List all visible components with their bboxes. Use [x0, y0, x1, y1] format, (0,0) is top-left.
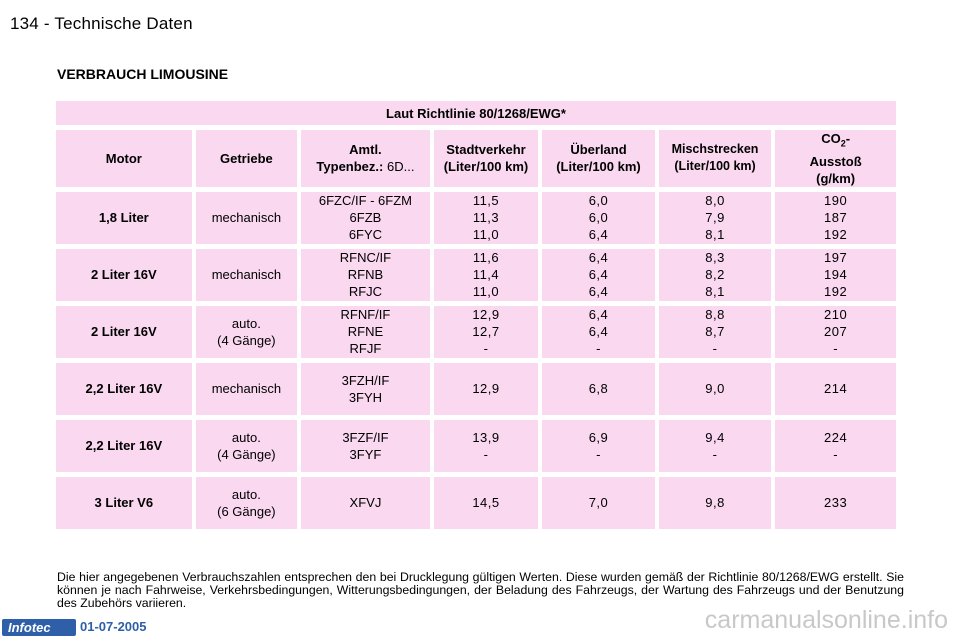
- stadt-line1: Stadtverkehr: [446, 142, 526, 158]
- cell-value: 9,8: [705, 495, 725, 511]
- cell-value: 6,4: [588, 307, 609, 323]
- cell-value: 6,0: [588, 193, 609, 209]
- cell-value: 224: [824, 429, 848, 445]
- cell-co2: [775, 306, 896, 358]
- co2-dash: -: [845, 131, 851, 146]
- col-header-stadtverkehr: [434, 130, 539, 187]
- cell-getriebe: [196, 306, 297, 358]
- cell-value: 6,4: [588, 227, 609, 243]
- header-title: Technische Daten: [54, 14, 193, 33]
- cell-co2: [775, 477, 896, 529]
- infotec-logo: [2, 619, 76, 636]
- cell-value: 207: [824, 324, 848, 340]
- cell-motor: 2,2 Liter 16V: [56, 420, 192, 472]
- co2-line2: Ausstoß: [809, 153, 862, 169]
- cell-value: 7,0: [588, 495, 609, 511]
- cell-value: 192: [824, 227, 848, 243]
- cell-value: 11,5: [472, 193, 500, 209]
- cell-value: 12,9: [472, 307, 500, 323]
- co2-prefix: CO: [821, 131, 841, 146]
- cell-typen: [301, 249, 430, 301]
- cell-motor: 3 Liter V6: [56, 477, 192, 529]
- cell-value: 8,1: [705, 227, 725, 243]
- footnote: Die hier angegebenen Verbrauchszahlen entsprechen den bei Drucklegung gültigen Werten. Diese wurden gemäß der Richtlinie 80/1268/EWG erstellt. Sie können je nach Fahrweise, Verkehrsbedingungen, Witterungsbedingungen, der Beladung des Fahrzeugs, der Wartung des Fahrzeugs und der Benutzung des Zubehörs variieren.: [57, 570, 904, 610]
- consumption-table: [52, 96, 900, 534]
- typ-line2-bold: Typenbez.:: [316, 159, 384, 175]
- table-row: [56, 420, 896, 472]
- cell-value: -: [596, 446, 601, 462]
- cell-value: 6FZC/IF - 6FZM: [318, 193, 413, 209]
- cell-co2: [775, 192, 896, 244]
- cell-value: 210: [824, 307, 848, 323]
- cell-value: RFJC: [348, 284, 383, 300]
- cell-value: 9,4: [705, 429, 725, 445]
- watermark: carmanualsonline.info: [704, 606, 948, 634]
- table-body: [56, 192, 896, 529]
- cell-value: mechanisch: [211, 381, 282, 397]
- cell-value: 3FZH/IF: [341, 372, 390, 388]
- cell-land: [542, 306, 655, 358]
- cell-value: -: [833, 446, 839, 462]
- cell-value: 194: [824, 267, 848, 283]
- co2-subscript: 2: [840, 138, 846, 149]
- cell-value: 6FZB: [349, 210, 382, 226]
- table-span-header: Laut Richtlinie 80/1268/EWG*: [56, 101, 896, 125]
- cell-land: [542, 192, 655, 244]
- cell-value: 187: [824, 210, 848, 226]
- col-header-motor: Motor: [56, 130, 192, 187]
- land-line2: (Liter/100 km): [556, 159, 641, 175]
- cell-motor: 2 Liter 16V: [56, 306, 192, 358]
- table-row: [56, 363, 896, 415]
- cell-value: 11,0: [472, 284, 500, 300]
- cell-value: 14,5: [472, 495, 500, 511]
- cell-typen: [301, 192, 430, 244]
- cell-value: auto.: [231, 315, 261, 331]
- cell-value: (4 Gänge): [217, 332, 276, 348]
- cell-value: 3FZF/IF: [342, 429, 389, 445]
- cell-value: -: [712, 446, 718, 462]
- cell-motor: 2,2 Liter 16V: [56, 363, 192, 415]
- cell-value: 233: [824, 495, 848, 511]
- cell-value: 214: [824, 381, 848, 397]
- co2-line3: (g/km): [816, 170, 856, 186]
- cell-value: 7,9: [705, 210, 725, 226]
- cell-value: 6,4: [588, 324, 609, 340]
- stadt-line2: (Liter/100 km): [443, 159, 529, 175]
- cell-co2: [775, 420, 896, 472]
- cell-getriebe: [196, 477, 297, 529]
- cell-misch: [659, 420, 772, 472]
- table-row: [56, 477, 896, 529]
- logo-text: Infotec: [8, 620, 51, 635]
- cell-stadt: [434, 192, 539, 244]
- table-row: [56, 306, 896, 358]
- cell-value: 192: [824, 284, 848, 300]
- cell-value: mechanisch: [211, 267, 282, 283]
- table-row: [56, 249, 896, 301]
- cell-motor: 1,8 Liter: [56, 192, 192, 244]
- cell-misch: [659, 249, 772, 301]
- col-header-co2: [775, 130, 896, 187]
- cell-value: 8,3: [705, 250, 725, 266]
- cell-value: RFNB: [347, 267, 384, 283]
- misch-line2: (Liter/100 km): [674, 159, 756, 174]
- cell-misch: [659, 306, 772, 358]
- cell-value: 8,8: [705, 307, 725, 323]
- cell-stadt: [434, 306, 539, 358]
- cell-value: 9,0: [705, 381, 725, 397]
- cell-value: 12,7: [472, 324, 500, 340]
- cell-value: 3FYH: [348, 389, 383, 405]
- cell-value: 8,0: [705, 193, 725, 209]
- cell-typen: [301, 306, 430, 358]
- cell-value: 13,9: [472, 429, 500, 445]
- cell-value: 6,9: [588, 429, 609, 445]
- cell-value: -: [596, 341, 601, 357]
- cell-value: 6,4: [588, 284, 609, 300]
- cell-value: 6,8: [588, 381, 609, 397]
- typ-line2-normal: 6D...: [383, 159, 415, 175]
- cell-land: [542, 363, 655, 415]
- cell-value: (6 Gänge): [217, 503, 276, 519]
- cell-value: 8,2: [705, 267, 725, 283]
- cell-value: 11,0: [472, 227, 500, 243]
- misch-line1: Mischstrecken: [671, 142, 759, 157]
- col-header-mischstrecken: [659, 130, 772, 187]
- footer-date: 01-07-2005: [80, 619, 147, 634]
- land-line1: Überland: [570, 142, 627, 158]
- cell-typen: [301, 477, 430, 529]
- cell-value: auto.: [231, 486, 261, 502]
- cell-value: 8,7: [705, 324, 725, 340]
- cell-value: 6FYC: [348, 227, 383, 243]
- cell-co2: [775, 249, 896, 301]
- typ-line1: Amtl.: [349, 142, 382, 158]
- cell-stadt: [434, 477, 539, 529]
- page-header: [10, 14, 193, 34]
- cell-getriebe: [196, 420, 297, 472]
- cell-value: 6,4: [588, 250, 609, 266]
- col-header-typenbez: [301, 130, 430, 187]
- cell-value: (4 Gänge): [217, 446, 276, 462]
- cell-land: [542, 249, 655, 301]
- cell-value: 12,9: [472, 381, 500, 397]
- cell-value: -: [483, 341, 489, 357]
- cell-getriebe: [196, 192, 297, 244]
- cell-value: 11,4: [472, 267, 500, 283]
- col-header-getriebe: Getriebe: [196, 130, 297, 187]
- cell-misch: [659, 192, 772, 244]
- cell-value: 6,4: [588, 267, 609, 283]
- cell-value: 11,3: [472, 210, 500, 226]
- cell-value: -: [833, 341, 839, 357]
- cell-typen: [301, 363, 430, 415]
- cell-co2: [775, 363, 896, 415]
- cell-value: RFJF: [349, 341, 382, 357]
- cell-stadt: [434, 249, 539, 301]
- cell-value: 3FYF: [349, 446, 382, 462]
- cell-value: -: [712, 341, 718, 357]
- cell-value: -: [483, 446, 489, 462]
- cell-value: 11,6: [472, 250, 500, 266]
- col-header-ueberland: [542, 130, 655, 187]
- cell-value: 6,0: [588, 210, 609, 226]
- cell-value: 197: [824, 250, 848, 266]
- cell-value: mechanisch: [211, 210, 282, 226]
- cell-value: RFNF/IF: [340, 307, 391, 323]
- cell-getriebe: [196, 249, 297, 301]
- cell-misch: [659, 477, 772, 529]
- cell-value: 190: [824, 193, 848, 209]
- cell-getriebe: [196, 363, 297, 415]
- cell-typen: [301, 420, 430, 472]
- cell-land: [542, 477, 655, 529]
- header-separator: -: [43, 14, 50, 33]
- table-row: [56, 192, 896, 244]
- cell-value: RFNC/IF: [339, 250, 392, 266]
- cell-land: [542, 420, 655, 472]
- cell-stadt: [434, 420, 539, 472]
- page-number: 134: [10, 14, 39, 33]
- cell-value: RFNE: [347, 324, 384, 340]
- cell-value: 8,1: [705, 284, 725, 300]
- cell-misch: [659, 363, 772, 415]
- section-title: VERBRAUCH LIMOUSINE: [57, 66, 229, 82]
- cell-value: auto.: [231, 429, 261, 445]
- cell-stadt: [434, 363, 539, 415]
- cell-motor: 2 Liter 16V: [56, 249, 192, 301]
- cell-value: XFVJ: [349, 495, 382, 511]
